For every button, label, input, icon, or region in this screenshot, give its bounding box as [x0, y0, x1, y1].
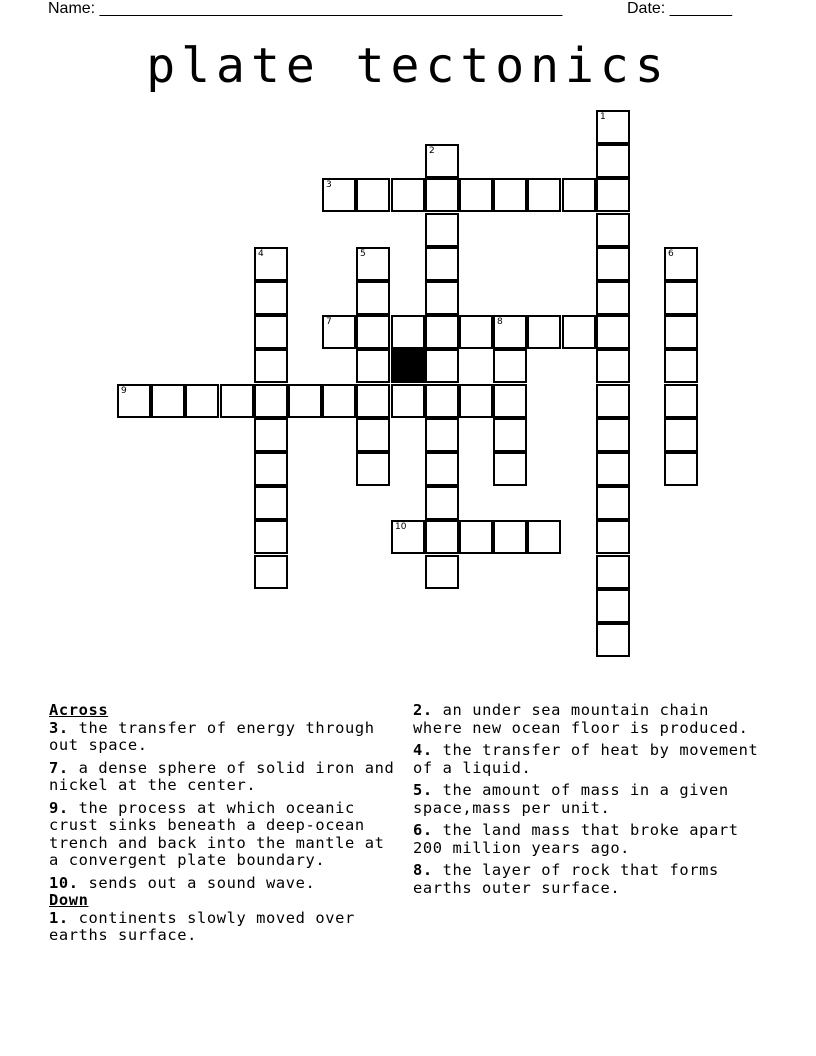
crossword-cell[interactable] [391, 315, 425, 349]
crossword-cell[interactable] [596, 247, 630, 281]
crossword-cell[interactable] [596, 384, 630, 418]
crossword-cell[interactable] [425, 349, 459, 383]
crossword-cell[interactable] [493, 418, 527, 452]
cell-number: 10 [395, 522, 407, 532]
clue-down-6 [413, 822, 765, 857]
clue-across-9 [49, 800, 401, 870]
crossword-cell[interactable] [596, 213, 630, 247]
clue-down-5 [413, 782, 765, 817]
crossword-cell[interactable] [425, 281, 459, 315]
clue-number: 2. [413, 701, 433, 719]
crossword-cell[interactable] [596, 486, 630, 520]
clue-number: 5. [413, 781, 433, 799]
crossword-cell[interactable] [356, 349, 390, 383]
clue-text: the transfer of energy through out space. [49, 718, 375, 754]
cell-number: 1 [600, 112, 606, 122]
date-field-label: Date: _______ [627, 0, 732, 17]
clue-text: the transfer of heat by movement of a liquid. [413, 741, 759, 777]
clue-number: 1. [49, 908, 69, 927]
crossword-cell[interactable] [596, 178, 630, 212]
clue-number: 8. [413, 861, 433, 879]
crossword-cell[interactable] [596, 520, 630, 554]
crossword-cell[interactable] [356, 315, 390, 349]
crossword-cell[interactable] [664, 281, 698, 315]
clues-left-column [49, 702, 401, 950]
crossword-cell[interactable] [425, 178, 459, 212]
cell-number: 4 [258, 249, 264, 259]
crossword-cell[interactable] [322, 178, 356, 212]
crossword-cell[interactable] [254, 384, 288, 418]
crossword-cell[interactable] [356, 281, 390, 315]
across-heading: Across [49, 701, 109, 719]
crossword-cell[interactable] [664, 349, 698, 383]
crossword-cell[interactable] [220, 384, 254, 418]
crossword-cell[interactable] [425, 520, 459, 554]
clue-number: 10. [49, 873, 79, 892]
crossword-cell[interactable] [356, 247, 390, 281]
crossword-cell[interactable] [322, 384, 356, 418]
clue-text: the land mass that broke apart 200 million years ago. [413, 821, 739, 857]
clue-text: the amount of mass in a given space,mass per unit. [413, 781, 729, 817]
crossword-cell[interactable] [425, 315, 459, 349]
crossword-cell[interactable] [493, 178, 527, 212]
cell-number: 7 [326, 317, 332, 327]
crossword-block-cell [391, 349, 425, 383]
crossword-cell[interactable] [185, 384, 219, 418]
clues-right-column [413, 702, 765, 902]
crossword-cell[interactable] [391, 384, 425, 418]
clue-across-3 [49, 720, 401, 755]
cell-number: 5 [360, 249, 366, 259]
crossword-cell[interactable] [596, 110, 630, 144]
crossword-cell[interactable] [664, 418, 698, 452]
crossword-cell[interactable] [596, 144, 630, 178]
crossword-cell[interactable] [254, 520, 288, 554]
crossword-cell[interactable] [425, 384, 459, 418]
crossword-cell[interactable] [254, 349, 288, 383]
crossword-cell[interactable] [596, 418, 630, 452]
down-heading: Down [49, 891, 89, 909]
clue-text: an under sea mountain chain where new ocean floor is produced. [413, 701, 749, 737]
crossword-cell[interactable] [527, 520, 561, 554]
crossword-cell[interactable] [425, 144, 459, 178]
crossword-cell[interactable] [493, 384, 527, 418]
crossword-cell[interactable] [391, 178, 425, 212]
crossword-cell[interactable] [527, 315, 561, 349]
crossword-cell[interactable] [596, 452, 630, 486]
crossword-cell[interactable] [288, 384, 322, 418]
clue-number: 7. [49, 758, 69, 777]
cell-number: 8 [497, 317, 503, 327]
crossword-cell[interactable] [596, 281, 630, 315]
crossword-cell[interactable] [254, 315, 288, 349]
crossword-cell[interactable] [493, 452, 527, 486]
crossword-cell[interactable] [664, 315, 698, 349]
crossword-cell[interactable] [391, 520, 425, 554]
page-title: plate tectonics [146, 38, 670, 94]
crossword-cell[interactable] [562, 178, 596, 212]
cell-number: 2 [429, 146, 435, 156]
crossword-cell[interactable] [493, 315, 527, 349]
cell-number: 9 [121, 386, 127, 396]
clue-across-7 [49, 760, 401, 795]
crossword-cell[interactable] [425, 486, 459, 520]
crossword-cell[interactable] [425, 418, 459, 452]
crossword-cell[interactable] [254, 486, 288, 520]
clue-down-1 [49, 910, 401, 945]
clue-text: the layer of rock that forms earths outer surface. [413, 861, 719, 897]
crossword-cell[interactable] [596, 555, 630, 589]
crossword-cell[interactable] [356, 384, 390, 418]
crossword-cell[interactable] [493, 349, 527, 383]
cell-number: 6 [668, 249, 674, 259]
crossword-cell[interactable] [117, 384, 151, 418]
clue-number: 9. [49, 798, 69, 817]
crossword-cell[interactable] [425, 452, 459, 486]
clue-number: 6. [413, 821, 433, 839]
crossword-cell[interactable] [664, 247, 698, 281]
crossword-cell[interactable] [596, 349, 630, 383]
crossword-cell[interactable] [459, 520, 493, 554]
crossword-cell[interactable] [596, 315, 630, 349]
crossword-cell[interactable] [459, 384, 493, 418]
clue-down-8 [413, 862, 765, 897]
crossword-cell[interactable] [596, 623, 630, 657]
crossword-cell[interactable] [664, 452, 698, 486]
crossword-cell[interactable] [356, 178, 390, 212]
clue-text: sends out a sound wave. [78, 873, 316, 892]
cell-number: 3 [326, 180, 332, 190]
crossword-cell[interactable] [151, 384, 185, 418]
crossword-cell[interactable] [425, 555, 459, 589]
crossword-cell[interactable] [459, 178, 493, 212]
crossword-cell[interactable] [322, 315, 356, 349]
crossword-cell[interactable] [493, 520, 527, 554]
clue-down-4 [413, 742, 765, 777]
name-field-label: Name: ____________________________________________________ [48, 0, 563, 17]
crossword-cell[interactable] [459, 315, 493, 349]
crossword-cell[interactable] [425, 213, 459, 247]
crossword-cell[interactable] [254, 555, 288, 589]
crossword-cell[interactable] [562, 315, 596, 349]
clue-across-10 [49, 875, 401, 893]
crossword-cell[interactable] [596, 589, 630, 623]
crossword-cell[interactable] [664, 384, 698, 418]
crossword-cell[interactable] [254, 281, 288, 315]
crossword-cell[interactable] [356, 452, 390, 486]
crossword-cell[interactable] [254, 452, 288, 486]
crossword-cell[interactable] [356, 418, 390, 452]
clue-text: the process at which oceanic crust sinks beneath a deep-ocean trench and back into the mantle at a convergent plate boundary. [49, 798, 385, 869]
clue-text: a dense sphere of solid iron and nickel at the center. [49, 758, 395, 794]
clue-text: continents slowly moved over earths surface. [49, 908, 355, 944]
crossword-cell[interactable] [254, 418, 288, 452]
crossword-cell[interactable] [425, 247, 459, 281]
clue-number: 3. [49, 718, 69, 737]
crossword-cell[interactable] [527, 178, 561, 212]
clue-down-2 [413, 702, 765, 737]
crossword-cell[interactable] [254, 247, 288, 281]
clue-number: 4. [413, 741, 433, 759]
